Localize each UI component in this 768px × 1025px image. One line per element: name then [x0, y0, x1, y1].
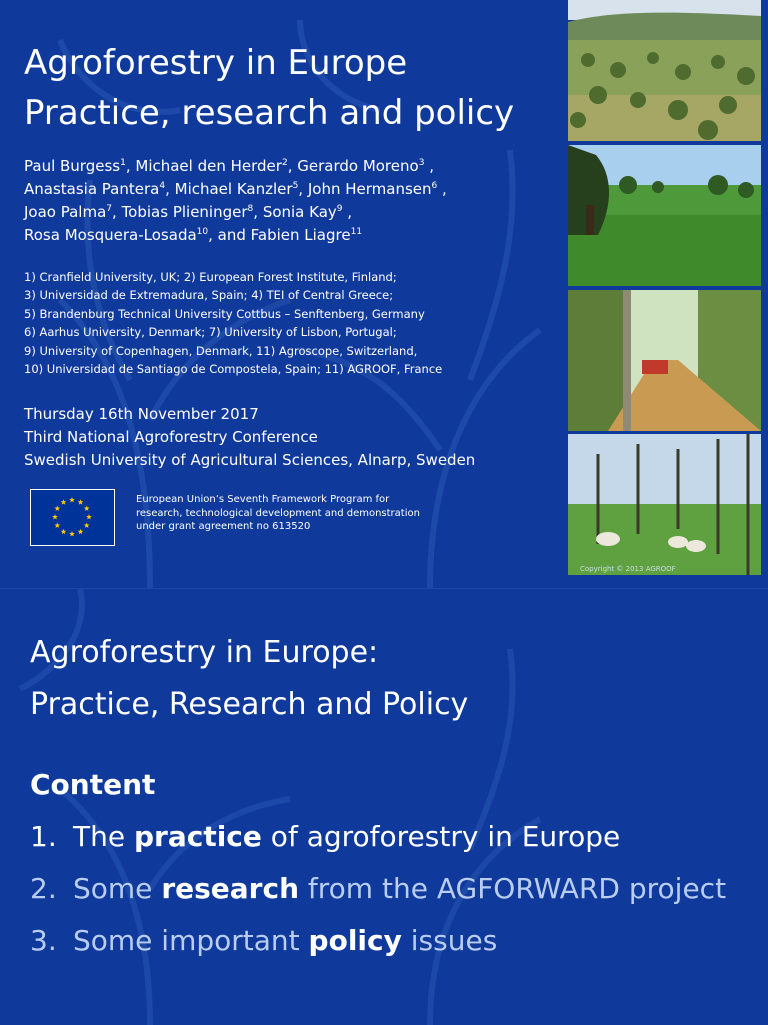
- author-name: Gerardo Moreno: [297, 157, 419, 175]
- author-name: Michael den Herder: [135, 157, 282, 175]
- affiliation-line: 5) Brandenburg Technical University Cottbus – Senftenberg, Germany: [24, 306, 425, 321]
- item-text: [73, 915, 750, 967]
- funding-statement: European Union’s Seventh Framework Program for research, technological development and demonstration under grant agreement no 613520: [136, 494, 420, 532]
- author-affiliation-number: 1: [120, 158, 126, 168]
- item-text-post: from the AGFORWARD project: [299, 872, 727, 905]
- poplar-alley-photo: [568, 290, 761, 431]
- item-text-pre: The: [73, 820, 134, 853]
- author-line: Paul Burgess$^1$, Michael den Herder$^2$, Gerardo Moreno$^3$ ,: [24, 157, 434, 175]
- author-name: Paul Burgess: [24, 157, 121, 175]
- item-text-post: of agroforestry in Europe: [261, 820, 621, 853]
- title-line-1: Agroforestry in Europe: [24, 43, 408, 83]
- author-affiliation-number: 5: [292, 181, 299, 191]
- item-text-post: issues: [401, 924, 498, 957]
- slide-title: [30, 627, 730, 731]
- author-list: [24, 155, 564, 247]
- item-text-pre: Some important: [73, 924, 309, 957]
- content-item-research: [30, 863, 750, 915]
- title-line-2: Practice, Research and Policy: [30, 687, 469, 722]
- author-affiliation-number: 7: [106, 204, 113, 214]
- author-name: Rosa Mosquera-Losada: [24, 226, 197, 244]
- item-number: 2.: [30, 872, 57, 905]
- item-text: [73, 811, 750, 863]
- event-name: Third National Agroforestry Conference: [24, 428, 318, 446]
- author-affiliation-number: 9: [336, 204, 343, 214]
- slide-title: [24, 38, 564, 138]
- author-affiliation-number: 8: [247, 204, 254, 214]
- title-line-1: Agroforestry in Europe:: [30, 635, 379, 670]
- author-line: Rosa Mosquera-Losada$^{10}$, and Fabien Liagre$^{11}$: [24, 226, 363, 244]
- content-list: [30, 811, 750, 967]
- affiliation-line: 10) Universidad de Santiago de Compostela, Spain; 11) AGROOF, France: [24, 362, 443, 377]
- author-name: Anastasia Pantera: [24, 180, 160, 198]
- author-name: Tobias Plieninger: [121, 203, 248, 221]
- content-heading: Content: [30, 768, 156, 801]
- item-number: 1.: [30, 820, 57, 853]
- event-info: [24, 403, 564, 472]
- item-keyword: practice: [133, 820, 262, 853]
- photo-copyright: Copyright © 2013 AGROOF: [580, 565, 676, 573]
- sheep-pasture-photo: [568, 434, 761, 575]
- affiliation-line: 3) Universidad de Extremadura, Spain; 4) TEI of Central Greece;: [24, 288, 394, 303]
- item-keyword: research: [161, 872, 300, 905]
- event-venue: Swedish University of Agricultural Sciences, Alnarp, Sweden: [24, 451, 476, 469]
- olive-grove-photo: [568, 145, 761, 286]
- author-name: John Hermansen: [307, 180, 432, 198]
- eu-flag-logo: [30, 489, 115, 546]
- author-affiliation-number: 2: [281, 158, 288, 168]
- title-line-2: Practice, research and policy: [24, 93, 515, 133]
- author-affiliation-number: 4: [159, 181, 166, 191]
- content-item-policy: [30, 915, 750, 967]
- content-item-practice: [30, 811, 750, 863]
- affiliation-line: 9) University of Copenhagen, Denmark, 11) Agroscope, Switzerland,: [24, 343, 418, 358]
- author-line: Anastasia Pantera$^4$, Michael Kanzler$^5$, John Hermansen$^6$ ,: [24, 180, 447, 198]
- author-name: Sonia Kay: [262, 203, 337, 221]
- affiliation-line: 1) Cranfield University, UK; 2) European Forest Institute, Finland;: [24, 270, 397, 284]
- author-affiliation-number: 6: [431, 181, 438, 191]
- item-text: [73, 863, 750, 915]
- affiliation-line: 6) Aarhus University, Denmark; 7) University of Lisbon, Portugal;: [24, 325, 397, 340]
- author-affiliation-number: 11: [350, 227, 363, 237]
- content-slide: [0, 588, 768, 1025]
- item-number: 3.: [30, 924, 57, 957]
- item-keyword: policy: [308, 924, 402, 957]
- item-text-pre: Some: [73, 872, 162, 905]
- author-line: Joao Palma$^7$, Tobias Plieninger$^8$, Sonia Kay$^9$ ,: [24, 203, 353, 221]
- author-name: and Fabien Liagre: [217, 226, 351, 244]
- author-affiliation-number: 3: [418, 158, 425, 168]
- event-date: Thursday 16th November 2017: [24, 405, 259, 423]
- author-name: Joao Palma: [24, 203, 107, 221]
- dehesa-landscape-photo: [568, 0, 761, 141]
- affiliation-list: [24, 268, 564, 378]
- author-name: Michael Kanzler: [174, 180, 293, 198]
- author-affiliation-number: 10: [196, 227, 209, 237]
